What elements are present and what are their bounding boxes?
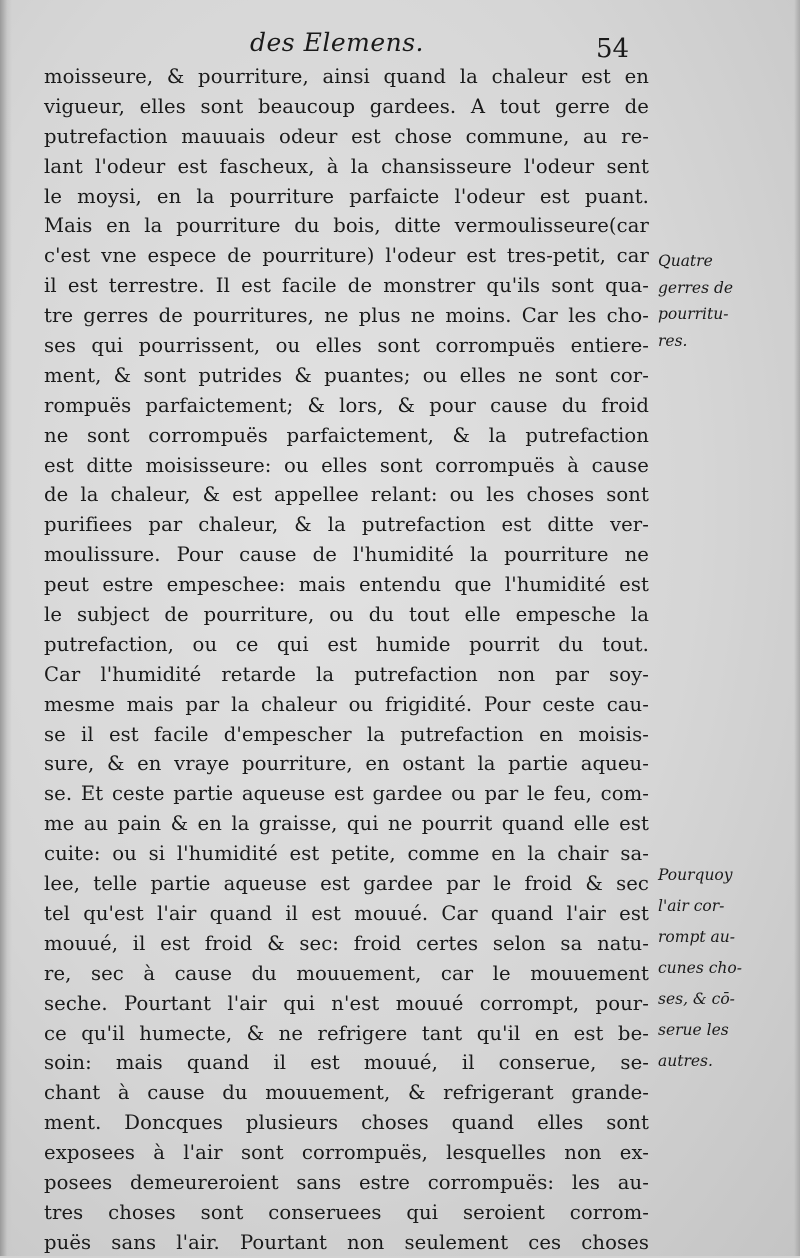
text-line: est ditte moisisseure: ou elles sont corrompuës à cause <box>44 453 649 477</box>
text-line: Mais en la pourriture du bois, ditte vermoulisseure(car <box>44 214 649 238</box>
marginal-note-line: rompt au- <box>658 928 735 946</box>
marginal-note-line: l'air cor- <box>658 897 725 915</box>
text-line: se. Et ceste partie aqueuse est gardee ou par le feu, com- <box>44 782 649 806</box>
running-title: des Elemens. <box>250 28 424 57</box>
text-line: rompuës parfaictement; & lors, & pour cause du froid <box>44 393 649 417</box>
text-line: de la chaleur, & est appellee relant: ou les choses sont <box>44 483 649 507</box>
page-number: 54 <box>596 34 630 64</box>
marginal-note-line: pourritu- <box>658 305 729 323</box>
text-line: tel qu'est l'air quand il est mouué. Car quand l'air est <box>44 901 649 925</box>
text-line: me au pain & en la graisse, qui ne pourrit quand elle est <box>44 812 649 836</box>
text-line: tre gerres de pourritures, ne plus ne moins. Car les cho- <box>44 304 649 328</box>
text-line: mesme mais par la chaleur ou frigidité. Pour ceste cau- <box>44 692 649 716</box>
page-left-edge-shadow <box>0 0 12 1256</box>
text-line: se il est facile d'empescher la putrefaction en moisis- <box>44 722 649 746</box>
marginal-note-line: serue les <box>658 1021 729 1039</box>
text-line: re, sec à cause du mouuement, car le mouuement <box>44 961 649 985</box>
marginal-note <box>658 860 798 1077</box>
body-text <box>44 62 649 1258</box>
text-line: Car l'humidité retarde la putrefaction non par soy- <box>44 662 649 686</box>
marginal-note-line: Quatre <box>658 252 713 270</box>
text-line: ment, & sont putrides & puantes; ou elles ne sont cor- <box>44 363 649 387</box>
text-line: soin: mais quand il est mouué, il conserue, se- <box>44 1051 649 1075</box>
marginal-note-line: gerres de <box>658 278 734 297</box>
text-line: le subject de pourriture, ou du tout elle empesche la <box>44 603 649 627</box>
text-line: purifiees par chaleur, & la putrefaction est ditte ver- <box>44 513 649 537</box>
text-line: puës sans l'air. Pourtant non seulement ces choses <box>44 1230 649 1254</box>
text-line: lee, telle partie aqueuse est gardee par le froid & sec <box>44 872 649 896</box>
text-line: le moysi, en la pourriture parfaicte l'odeur est puant. <box>44 184 649 208</box>
text-line: moulissure. Pour cause de l'humidité la pourriture ne <box>44 543 649 567</box>
marginal-note-line: cunes cho- <box>658 959 742 977</box>
marginal-note <box>658 248 798 354</box>
text-line: il est terrestre. Il est facile de monstrer qu'ils sont qua- <box>44 274 649 298</box>
text-line: posees demeureroient sans estre corrompuës: les au- <box>44 1170 649 1194</box>
text-line: ce qu'il humecte, & ne refrigere tant qu'il en est be- <box>44 1021 649 1045</box>
text-line: seche. Pourtant l'air qui n'est mouué corrompt, pour- <box>44 991 649 1015</box>
marginal-note-line: autres. <box>658 1052 713 1070</box>
marginal-note-line: ses, & cō- <box>658 990 735 1008</box>
text-line: ne sont corrompuës parfaictement, & la putrefaction <box>44 423 649 447</box>
text-line: tres choses sont conseruees qui seroient corrom- <box>44 1200 649 1224</box>
text-line: mouué, il est froid & sec: froid certes selon sa natu- <box>44 931 649 955</box>
text-line: ment. Doncques plusieurs choses quand elles sont <box>44 1111 649 1135</box>
marginal-note-line: res. <box>658 331 688 350</box>
text-line: cuite: ou si l'humidité est petite, comme en la chair sa- <box>44 842 649 866</box>
text-line: peut estre empeschee: mais entendu que l'humidité est <box>44 573 649 597</box>
text-line: chant à cause du mouuement, & refrigerant grande- <box>44 1081 649 1105</box>
text-line: putrefaction mauuais odeur est chose commune, au re- <box>44 124 649 148</box>
text-line: sure, & en vraye pourriture, en ostant la partie aqueu- <box>44 752 649 776</box>
text-line: ses qui pourrissent, ou elles sont corrompuës entiere- <box>44 334 649 358</box>
text-line: lant l'odeur est fascheux, à la chansisseure l'odeur sent <box>44 154 649 178</box>
text-line: c'est vne espece de pourriture) l'odeur est tres-petit, car <box>44 244 649 268</box>
marginal-note-line: Pourquoy <box>658 866 733 884</box>
text-line: moisseure, & pourriture, ainsi quand la chaleur est en <box>44 65 649 88</box>
text-line: vigueur, elles sont beaucoup gardees. A tout gerre de <box>44 94 649 118</box>
text-line: exposees à l'air sont corrompuës, lesquelles non ex- <box>44 1141 649 1165</box>
text-line: putrefaction, ou ce qui est humide pourrit du tout. <box>44 632 649 656</box>
